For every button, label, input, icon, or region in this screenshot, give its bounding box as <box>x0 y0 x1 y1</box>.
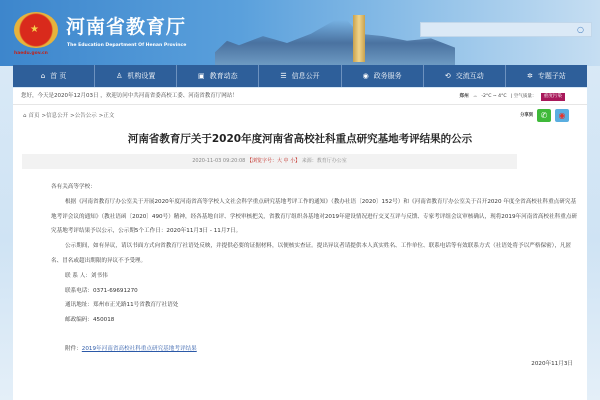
nav-label: 首 页 <box>50 71 67 80</box>
weather-city: 郑州 <box>459 93 469 99</box>
font-size-selector[interactable]: 【浏览字号：大 中 小】 <box>246 158 301 164</box>
air-quality-badge: 重度污染 <box>541 93 565 101</box>
nav-label: 政务服务 <box>373 71 402 80</box>
content-panel <box>13 88 587 400</box>
contact-address: 通讯地址：郑州市正光路11号省教育厅社语处 <box>65 302 179 309</box>
search-icon[interactable]: ○ <box>577 25 584 34</box>
air-quality-label: | 空气质量： <box>510 93 537 99</box>
breadcrumb-info[interactable]: >信息公开 <box>41 113 69 119</box>
nav-organization[interactable] <box>95 65 177 87</box>
news-icon: ▣ <box>198 71 205 80</box>
org-icon: ♙ <box>116 71 123 80</box>
exchange-icon: ⟲ <box>444 71 451 80</box>
weather-widget <box>460 88 565 105</box>
contact-phone: 联系电话：0371-69691270 <box>65 287 138 294</box>
site-header <box>0 0 600 66</box>
national-emblem-logo <box>14 12 58 48</box>
contact-person: 联 系 人：刘书伟 <box>65 272 108 279</box>
nav-label: 专题子站 <box>537 71 566 80</box>
publish-datetime: 2020-11-03 09:20:08 <box>192 158 246 164</box>
nav-education-news[interactable] <box>177 65 259 87</box>
city-skyline-banner <box>215 20 455 66</box>
wechat-icon[interactable]: ✆ <box>537 109 551 122</box>
article-meta <box>22 154 517 169</box>
emblem-star-icon: ★ <box>30 24 39 35</box>
breadcrumb-notices[interactable]: >公告公示 <box>70 113 97 119</box>
attachment-label: 附件： <box>65 345 82 352</box>
info-icon: ☰ <box>280 71 287 80</box>
site-url: haedu.gov.cn <box>14 51 48 56</box>
weather-temp: -2°C ~ 4°C <box>481 93 507 99</box>
tower-image <box>353 15 365 62</box>
home-icon: ⌂ <box>23 113 27 119</box>
nav-interaction[interactable] <box>424 65 506 87</box>
attachment <box>51 342 581 357</box>
home-icon: ⌂ <box>40 71 46 80</box>
welcome-bar <box>13 88 587 105</box>
breadcrumb-home[interactable]: 首页 <box>28 113 40 119</box>
nav-info-disclosure[interactable] <box>259 65 341 87</box>
service-icon: ◉ <box>362 71 369 80</box>
article-title: 河南省教育厅关于2020年度河南省高校社科重点研究基地考评结果的公示 <box>127 133 473 145</box>
share-bar <box>520 109 569 122</box>
nav-topic-sites[interactable] <box>506 65 587 87</box>
postcode: 邮政编码：450018 <box>65 317 115 324</box>
nav-label: 信息公开 <box>291 71 320 80</box>
nav-label: 教育动态 <box>209 71 238 80</box>
nav-label: 交流互动 <box>455 71 484 80</box>
nav-home[interactable] <box>13 65 95 87</box>
greeting: 各有关高等学校： <box>51 184 96 190</box>
breadcrumb-current: >正文 <box>98 113 115 119</box>
welcome-text: 您好，今天是2020年12月03日 ，欢迎访问中共河南省委高校工委、河南省教育厅网站！ <box>21 93 238 99</box>
article-body <box>51 180 581 372</box>
site-logo-title[interactable]: 河南省教育厅 <box>66 16 187 38</box>
site-logo-subtitle: The Education Department Of Henan Province <box>67 43 187 48</box>
attachment-link[interactable]: 2019年河南省高校社科重点研究基地考评结果 <box>81 345 197 352</box>
nav-gov-service[interactable] <box>342 65 424 87</box>
paragraph: 根据《河南省教育厅办公室关于开展2020年度河南省高等学校人文社会科学重点研究基地考评工作的通知》（教办社语〔2020〕152号）和《河南省教育厅办公室关于召开2020 年度全省高校社科重点研究基地考评会议的通知》（教社语函〔2020〕490号）精神，经各基地自评、学校审核把关，省教育厅组织各基地对2019年建设情况进行交叉互评与反馈、专家考评组会议审核确认，现将2019年河南省高校社科重点研究基地考评结果予以公示，公示期5个工作日：2020年11月3日 - 11月7日。 <box>51 198 578 235</box>
paragraph: 公示期间，如有异议，请以书面方式向省教育厅社语处反映，并提供必要的证据材料，以便核实查证。提出异议者请提供本人真实姓名、工作单位、联系电话等有效联系方式（社语处将予以严格保密），凡匿名、冒名或超出期限的异议不予受理。 <box>51 243 572 264</box>
breadcrumb <box>23 112 114 120</box>
nav-label: 机构设置 <box>127 71 156 80</box>
main-nav <box>13 65 587 87</box>
cloud-icon: ☁ <box>472 93 478 99</box>
article-date: 2020年11月3日 <box>531 360 573 367</box>
weibo-icon[interactable]: ◉ <box>555 109 569 122</box>
article-source: 来源：教育厅办公室 <box>301 158 347 164</box>
topic-icon: ✲ <box>526 71 533 80</box>
share-label: 分享到 <box>520 112 533 118</box>
search-input[interactable] <box>420 22 592 37</box>
